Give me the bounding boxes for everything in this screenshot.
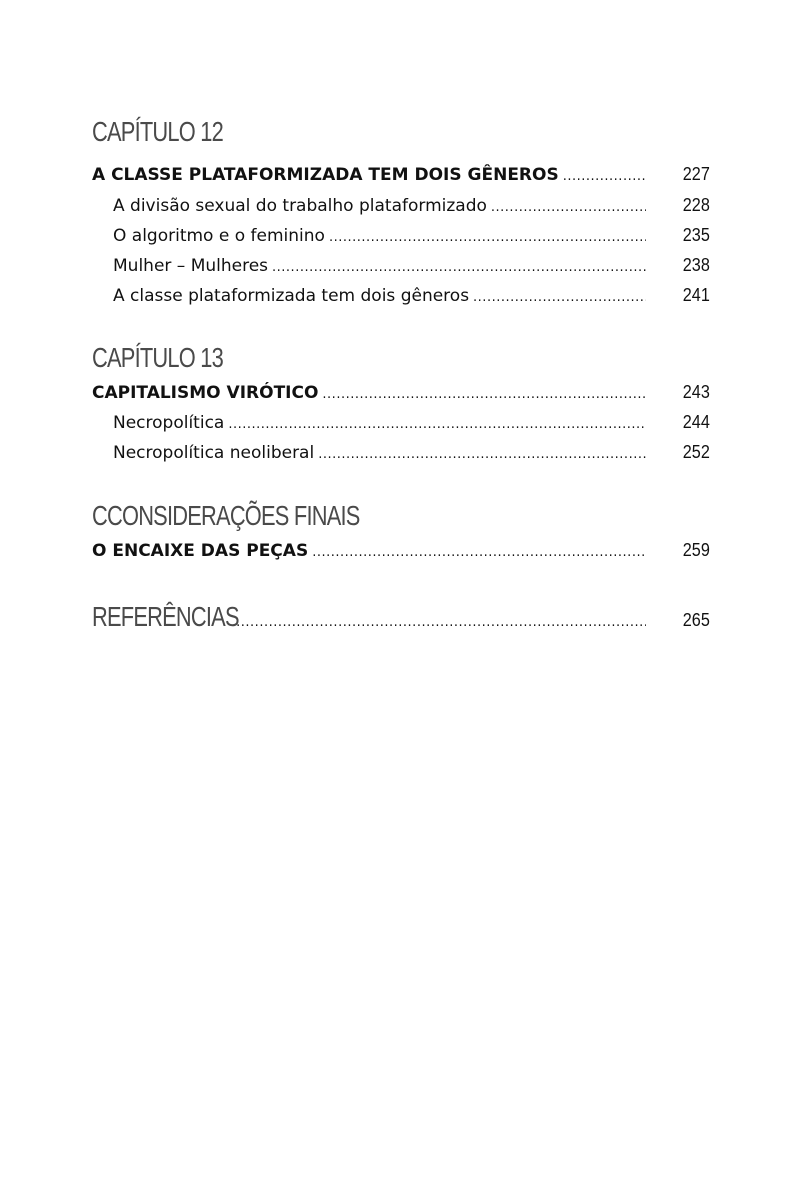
page-number: 241 — [682, 285, 710, 305]
toc-entry[interactable] — [113, 283, 708, 307]
dot-leader — [563, 165, 646, 189]
page-number: 244 — [682, 412, 710, 432]
entry-title: O algoritmo e o feminino — [113, 226, 325, 246]
page-number: 238 — [682, 255, 710, 275]
entry-title: A divisão sexual do trabalho plataformizado — [113, 196, 487, 216]
references-entry[interactable] — [92, 600, 708, 634]
page-number: 265 — [682, 610, 710, 630]
toc-entry[interactable] — [113, 253, 708, 277]
chapter-12-heading: CAPÍTULO 12 — [92, 116, 224, 147]
chapter-12-title-entry[interactable] — [92, 162, 708, 186]
page-number: 227 — [682, 164, 710, 184]
entry-title: Necropolítica — [113, 413, 225, 433]
page-number: 235 — [682, 225, 710, 245]
entry-title: CAPITALISMO VIRÓTICO — [92, 383, 319, 403]
dot-leader — [322, 383, 646, 407]
final-title-entry[interactable] — [92, 538, 708, 562]
dot-leader — [491, 196, 646, 220]
toc-entry[interactable] — [113, 193, 708, 217]
entry-title: REFERÊNCIAS — [92, 601, 239, 632]
dot-leader — [312, 541, 646, 565]
toc-entry[interactable] — [113, 410, 708, 434]
entry-title: A classe plataformizada tem dois gêneros — [113, 286, 470, 306]
final-considerations-heading: CCONSIDERAÇÕES FINAIS — [92, 500, 360, 531]
dot-leader — [236, 606, 646, 640]
page-number: 243 — [682, 382, 710, 402]
entry-title: Mulher – Mulheres — [113, 256, 269, 276]
entry-title: O ENCAIXE DAS PEÇAS — [92, 541, 309, 561]
page-number: 228 — [682, 195, 710, 215]
dot-leader — [473, 286, 646, 310]
dot-leader — [318, 443, 646, 467]
chapter-13-title-entry[interactable] — [92, 380, 708, 404]
entry-title: Necropolítica neoliberal — [113, 443, 315, 463]
toc-entry[interactable] — [113, 440, 708, 464]
dot-leader — [329, 226, 646, 250]
page-number: 259 — [682, 540, 710, 560]
page-number: 252 — [682, 442, 710, 462]
dot-leader — [272, 256, 646, 280]
toc-entry[interactable] — [113, 223, 708, 247]
chapter-13-heading: CAPÍTULO 13 — [92, 342, 224, 373]
entry-title: A CLASSE PLATAFORMIZADA TEM DOIS GÊNEROS — [92, 165, 559, 185]
dot-leader — [228, 413, 646, 437]
